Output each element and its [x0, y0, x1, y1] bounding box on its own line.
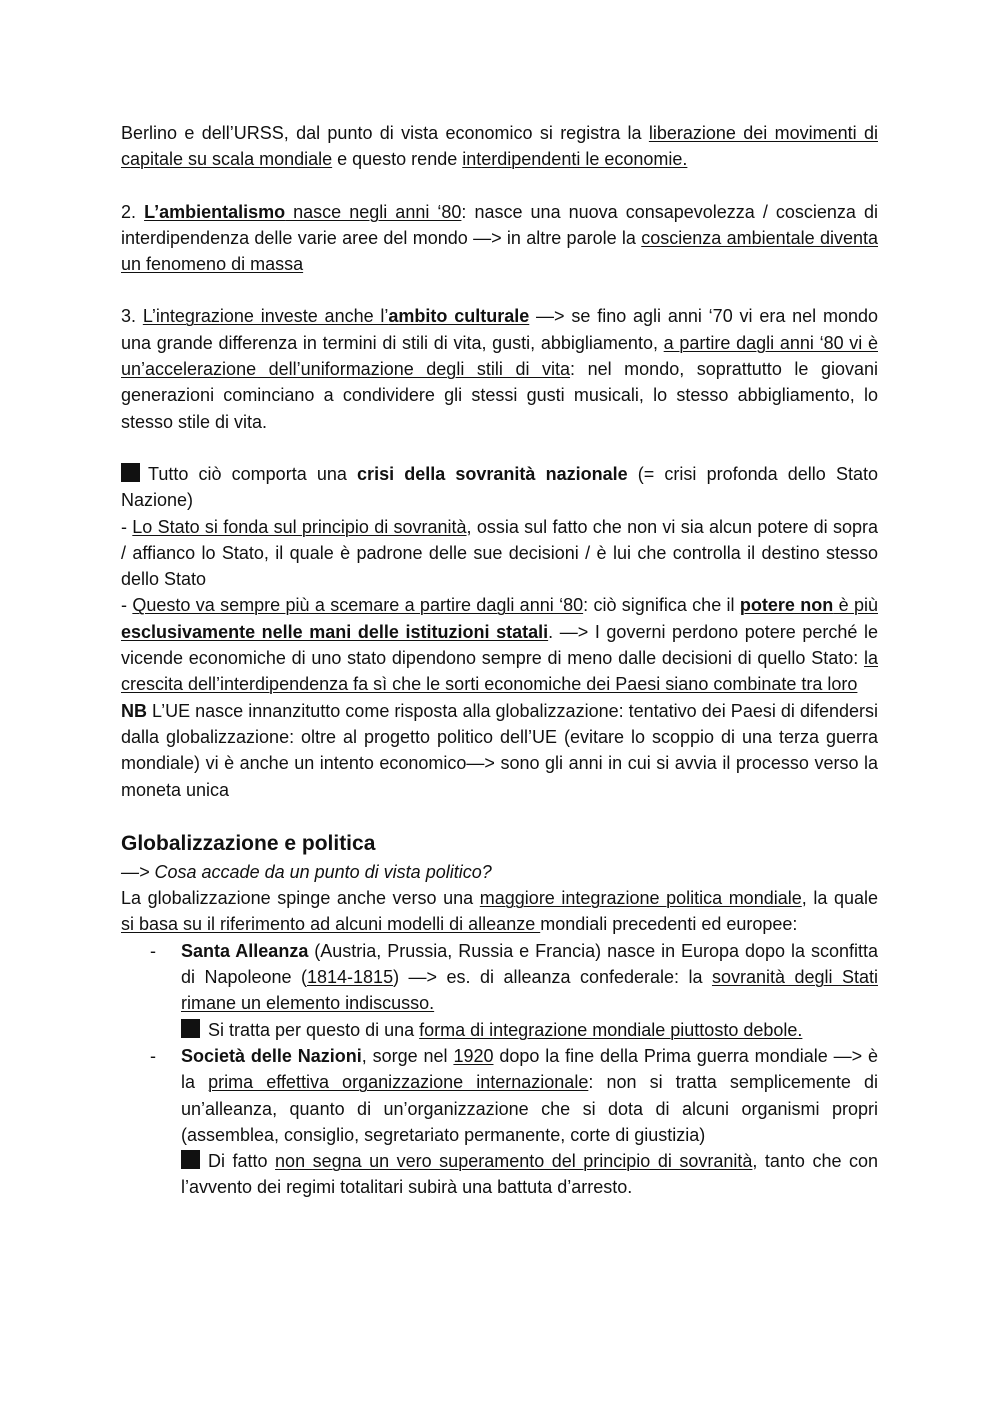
underlined-text: L’integrazione investe anche l’	[142, 306, 389, 327]
text: Berlino e dell’URSS, dal punto di vista economico si registra la	[121, 123, 649, 143]
text: dopo la fine della Prima guerra mondiale —> è la	[181, 1045, 878, 1093]
paragraph-state-sovereignty	[121, 514, 878, 593]
text: L’UE nasce innanzitutto come risposta alla globalizzazione: tentativo dei Paesi di difendersi dalla globalizzazione: oltre al progetto politico dell’UE (evitare lo scoppio di una terza guerra mondiale) vi è anche un intento economico—> sono gli anni in cui si avvia il processo verso la moneta unica	[121, 700, 878, 800]
bold-underlined-text: L’ambientalismo	[144, 201, 286, 222]
bold-text: Santa Alleanza	[181, 940, 309, 961]
section-intro	[121, 885, 878, 938]
underlined-text: forma di integrazione mondiale piuttosto debole.	[419, 1019, 803, 1040]
text: , sorge nel	[361, 1045, 454, 1066]
text: —> se fino agli anni ‘70 vi era nel mondo una grande differenza in termini di stili di vita, gusti, abbigliamento,	[121, 306, 878, 353]
paragraph-sovereignty-crisis	[121, 461, 878, 514]
text: (Austria, Prussia, Russia e Francia) nasce in Europa dopo la sconfitta di Napoleone (	[181, 940, 878, 988]
list-item-text	[181, 941, 878, 1014]
underlined-text: Questo va sempre più a scemare a partire dagli anni ‘80	[132, 595, 584, 616]
paragraph-economic-integration	[121, 120, 878, 173]
spacer	[121, 277, 878, 303]
section-heading: Globalizzazione e politica	[121, 831, 376, 855]
underlined-text: maggiore integrazione politica mondiale	[479, 888, 802, 909]
list-item-note	[181, 1017, 878, 1043]
list-item-note	[181, 1148, 878, 1201]
underlined-text: interdipendenti le economie.	[462, 149, 688, 170]
list-number: 3.	[121, 306, 143, 327]
text: : nel mondo, soprattutto le giovani generazioni cominciano a condividere gli stessi gusti musicali, lo stesso abbigliamento, lo stesso stile di vita.	[121, 359, 878, 432]
paragraph-power-decline	[121, 592, 878, 697]
underlined-text: si basa su il riferimento ad alcuni modelli di alleanze	[121, 914, 541, 935]
text: ) —> es. di alleanza confederale: la	[393, 967, 712, 988]
list-item-text	[181, 1046, 878, 1145]
dash-bullet: -	[150, 940, 156, 961]
paragraph-cultural-integration	[121, 303, 878, 434]
document-page	[121, 120, 878, 1201]
underlined-text: 1814-1815	[307, 967, 394, 988]
text: , la quale	[801, 888, 878, 909]
text: (= crisi profonda dello Stato Nazione)	[121, 463, 878, 511]
bold-text: crisi della sovranità nazionale	[357, 463, 628, 484]
section-question: —> Cosa accade da un punto di vista politico?	[121, 861, 492, 882]
bold-underlined-text: ambito culturale	[388, 306, 530, 327]
black-square-icon	[181, 1019, 200, 1038]
underlined-text: non segna un vero superamento del principio di sovranità	[275, 1151, 753, 1172]
text: : ciò significa che il	[583, 595, 740, 616]
list-item-santa-alleanza	[121, 938, 878, 1043]
list-item-societa-nazioni	[121, 1043, 878, 1201]
spacer	[121, 173, 878, 199]
alliances-list	[121, 938, 878, 1201]
text: Si tratta per questo di una	[208, 1019, 420, 1040]
text: . —> I governi perdono potere perché le vicende economiche di uno stato dipendono sempre di meno dalle decisioni di quello Stato:	[121, 621, 878, 669]
underlined-text: la crescita dell’interdipendenza fa sì che le sorti economiche dei Paesi siano combinate tra loro	[121, 648, 878, 695]
underlined-text: liberazione dei movimenti di capitale su scala mondiale	[121, 123, 878, 170]
dash-bullet: -	[150, 1045, 156, 1066]
black-square-icon	[121, 463, 140, 482]
underlined-text: sovranità degli Stati rimane un elemento indiscusso.	[181, 967, 878, 1014]
bold-underlined-text: potere non	[739, 595, 834, 616]
text: : non si tratta semplicemente di un’alleanza, quanto di un’organizzazione che si dota di alcuni organismi propri (assemblea, consiglio, segretariato permanente, corte di giustizia)	[181, 1072, 878, 1145]
bold-text: NB	[121, 700, 147, 721]
text: Tutto ciò comporta una	[148, 463, 358, 484]
text: La globalizzazione spinge anche verso una	[121, 888, 480, 909]
bold-text: Società delle Nazioni	[181, 1045, 362, 1066]
text: -	[121, 595, 133, 616]
text: , ossia sul fatto che non vi sia alcun potere di sopra / affianco lo Stato, il quale è padrone delle sue decisioni / è lui che controlla il destino stesso dello Stato	[121, 516, 879, 590]
underlined-text: Lo Stato si fonda sul principio di sovranità	[132, 516, 467, 537]
text: -	[121, 516, 133, 537]
underlined-text: prima effettiva organizzazione internazionale	[208, 1072, 589, 1093]
black-square-icon	[181, 1150, 200, 1169]
text: mondiali precedenti ed europee:	[540, 914, 798, 935]
text: e questo rende	[332, 149, 463, 170]
text: : nasce una nuova consapevolezza / coscienza di interdipendenza delle varie aree del mondo —> in altre parole la	[121, 201, 878, 248]
underlined-text: nasce negli anni ‘80	[285, 201, 462, 222]
spacer	[121, 435, 878, 461]
bold-underlined-text: esclusivamente nelle mani delle istituzioni statali	[121, 621, 549, 642]
underlined-text: 1920	[453, 1045, 494, 1066]
text: Di fatto	[208, 1151, 276, 1172]
text: , tanto che con l’avvento dei regimi totalitari subirà una battuta d’arresto.	[181, 1151, 878, 1198]
underlined-text: a partire dagli anni ‘80 vi è un’accelerazione dell’uniformazione degli stili di vita	[121, 332, 878, 380]
paragraph-eu-note	[121, 698, 878, 803]
list-number: 2.	[121, 201, 145, 222]
underlined-text: è più	[833, 595, 878, 616]
spacer	[121, 803, 878, 827]
paragraph-environmentalism	[121, 199, 878, 278]
underlined-text: coscienza ambientale diventa un fenomeno di massa	[121, 227, 878, 275]
